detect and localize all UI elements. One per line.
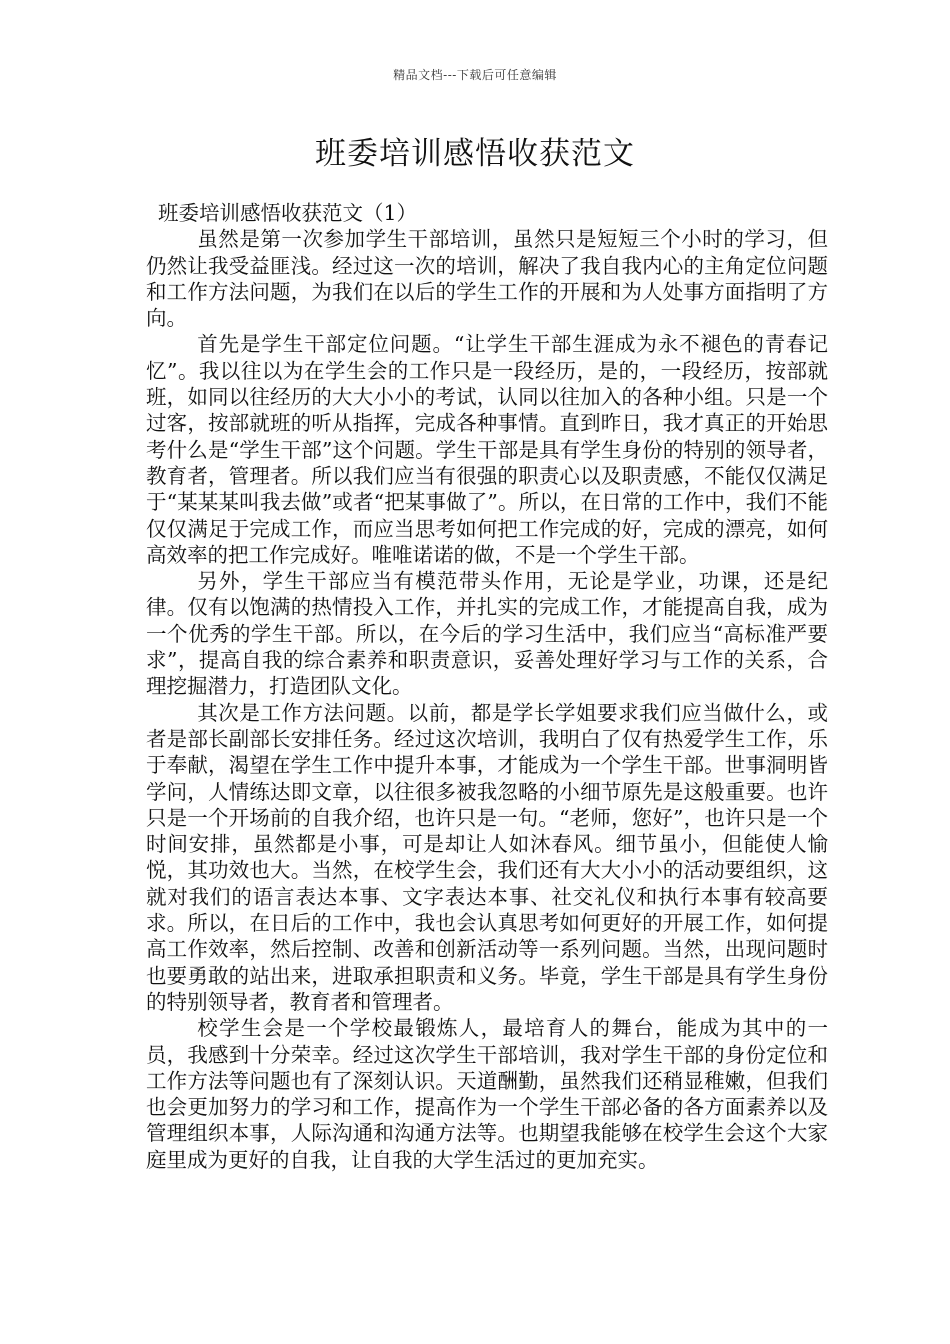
paragraph-2: 首先是学生干部定位问题。“让学生干部生涯成为永不褪色的青春记忆”。我以往以为在学生会的工作只是一段经历，是的，一段经历，按部就班，如同以往经历的大大小小的考试，认同以往加入的各种小组。只是一个过客，按部就班的听从指挥，完成各种事情。直到昨日，我才真正的开始思考什么是“学生干部”这个问题。学生干部是具有学生身份的特别的领导者，教育者，管理者。所以我们应当有很强的职责心以及职责感，不能仅仅满足于“某某某叫我去做”或者“把某事做了”。所以，在日常的工作中，我们不能仅仅满足于完成工作，而应当思考如何把工作完成的好，完成的漂亮，如何高效率的把工作完成好。唯唯诺诺的做，不是一个学生干部。 bbox=[146, 332, 828, 567]
section-heading: 班委培训感悟收获范文（1） bbox=[158, 201, 418, 225]
header-note: 精品文档---下载后可任意编辑 bbox=[393, 68, 557, 82]
paragraph-5: 校学生会是一个学校最锻炼人，最培育人的舞台，能成为其中的一员，我感到十分荣幸。经过这次学生干部培训，我对学生干部的身份定位和工作方法等问题也有了深刻认识。天道酬勤，虽然我们还稍显稚嫩，但我们也会更加努力的学习和工作，提高作为一个学生干部必备的各方面素养以及管理组织本事，人际沟通和沟通方法等。也期望我能够在校学生会这个大家庭里成为更好的自我，让自我的大学生活过的更加充实。 bbox=[146, 1016, 828, 1172]
document-body bbox=[146, 200, 828, 1173]
paragraph-1: 虽然是第一次参加学生干部培训，虽然只是短短三个小时的学习，但仍然让我受益匪浅。经过这一次的培训，解决了我自我内心的主角定位问题和工作方法问题，为我们在以后的学生工作的开展和为人处事方面指明了方向。 bbox=[146, 227, 828, 331]
document-title: 班委培训感悟收获范文 bbox=[315, 136, 635, 172]
paragraph-3: 另外，学生干部应当有模范带头作用，无论是学业，功课，还是纪律。仅有以饱满的热情投入工作，并扎实的完成工作，才能提高自我，成为一个优秀的学生干部。所以，在今后的学习生活中，我们应当“高标准严要求”，提高自我的综合素养和职责意识，妥善处理好学习与工作的关系，合理挖掘潜力，打造团队文化。 bbox=[146, 569, 828, 699]
paragraph-4: 其次是工作方法问题。以前，都是学长学姐要求我们应当做什么，或者是部长副部长安排任务。经过这次培训，我明白了仅有热爱学生工作，乐于奉献，渴望在学生工作中提升本事，才能成为一个学生干部。世事洞明皆学问，人情练达即文章，以往很多被我忽略的小细节原先是这般重要。也许只是一个开场前的自我介绍，也许只是一句。“老师，您好”，也许只是一个时间安排，虽然都是小事，可是却让人如沐春风。细节虽小，但能使人愉悦，其功效也大。当然，在校学生会，我们还有大大小小的活动要组织，这就对我们的语言表达本事、文字表达本事、社交礼仪和执行本事有较高要求。所以，在日后的工作中，我也会认真思考如何更好的开展工作，如何提高工作效率，然后控制、改善和创新活动等一系列问题。当然，出现问题时也要勇敢的站出来，进取承担职责和义务。毕竟，学生干部是具有学生身份的特别领导者，教育者和管理者。 bbox=[146, 700, 828, 1014]
